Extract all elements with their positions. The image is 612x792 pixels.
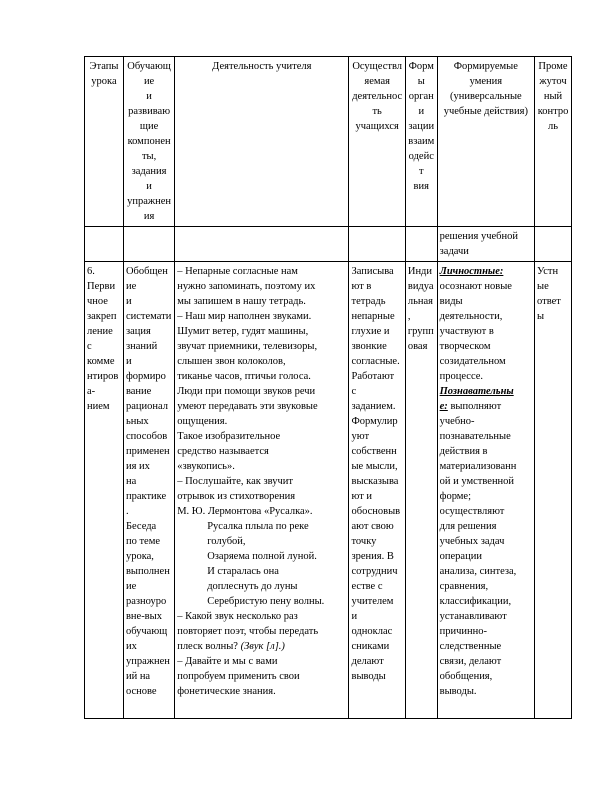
teacher-question-3 xyxy=(177,639,346,654)
header-skills-line: (универсальные xyxy=(449,91,522,102)
header-students xyxy=(349,57,405,227)
header-skills-line: Формируемые xyxy=(453,61,518,72)
header-components-line: Обучающ xyxy=(127,61,171,72)
teacher-lines-line: Люди при помощи звуков речи xyxy=(177,386,316,397)
skills-cognitive-line: форме; xyxy=(439,491,472,502)
teacher-lines-line: «звукопись». xyxy=(177,461,235,472)
cont-cell-skills-line: задачи xyxy=(439,246,469,257)
teacher-lines-line: средство называется xyxy=(177,446,269,457)
stage6-stage-line: чное xyxy=(87,296,108,307)
header-teacher xyxy=(175,57,349,227)
teacher-lines-line: слышен звон колоколов, xyxy=(177,356,286,367)
stage6-stage-line: с xyxy=(87,341,92,352)
skills-cognitive-line: для решения xyxy=(439,521,497,532)
header-forms-line: Формы xyxy=(408,61,434,87)
stage6-components-line: урока, xyxy=(125,551,154,562)
teacher-lines-line: – Непарные согласные нам xyxy=(177,266,298,277)
stage6-components-line: систематизация xyxy=(125,311,172,337)
stage6-skills xyxy=(437,262,534,719)
stage6-forms-line: видуа xyxy=(407,281,434,292)
stage6-components-line: ьных xyxy=(125,416,149,427)
cont-cell-4 xyxy=(349,227,405,262)
stage6-components-line: применения их xyxy=(125,446,170,472)
stage6-students-line: ют в xyxy=(351,281,372,292)
skills-cognitive xyxy=(440,414,532,699)
stage6-students-line: ые мысли, xyxy=(351,461,398,472)
stage6-students-line: ют и xyxy=(351,491,373,502)
stage6-students-line: обосновыв xyxy=(351,506,401,517)
stage6-students-line: Записыва xyxy=(351,266,394,277)
stage6-components-line: ие xyxy=(125,581,137,592)
stage6-row xyxy=(85,262,572,719)
stage6-components-line: основе xyxy=(125,686,157,697)
stage6-components-line: обучающ xyxy=(125,626,168,637)
skills-cognitive-heading-b: е: xyxy=(439,401,448,412)
header-control xyxy=(535,57,572,227)
header-stages-text: Этапы урока xyxy=(89,61,119,87)
stage6-students-line: с xyxy=(351,386,357,397)
skills-cognitive-line: учебных задач xyxy=(439,536,505,547)
teacher-lines-line: тиканье часов, птичьи голоса. xyxy=(177,371,311,382)
stage6-students-line: Работают xyxy=(351,371,395,382)
cont-cell-skills-line: решения учебной xyxy=(439,231,519,242)
poem-line: Русалка плыла по реке xyxy=(207,521,309,532)
skills-cognitive-line: анализа, синтеза, xyxy=(439,566,517,577)
poem xyxy=(177,519,346,609)
poem-line: Серебристую пену волны. xyxy=(207,596,325,607)
stage6-control xyxy=(535,262,572,719)
header-teacher-text: Деятельность учителя xyxy=(212,61,312,72)
cont-cell-1 xyxy=(85,227,124,262)
poem-line: Озаряема полной луной. xyxy=(207,551,317,562)
poem-line: И старалась она xyxy=(207,566,279,577)
stage6-students-line: и xyxy=(351,611,358,622)
skills-personal-line: созидательном xyxy=(439,356,506,367)
stage6-students-line: естве с xyxy=(351,581,383,592)
stage6-components-line: и xyxy=(125,356,132,367)
cont-cell-7 xyxy=(535,227,572,262)
header-components-line: компонен xyxy=(127,136,171,147)
stage6-students-line: зрения. В xyxy=(351,551,394,562)
stage6-forms-line: льная xyxy=(407,296,433,307)
stage6-students-line: учителем xyxy=(351,596,394,607)
stage6-components-line: и xyxy=(125,296,132,307)
stage6-forms-line: овая xyxy=(407,341,428,352)
stage6-forms-line: Инди xyxy=(407,266,433,277)
stage6-components-line: практике xyxy=(125,491,167,502)
skills-cognitive-line: выводы. xyxy=(439,686,477,697)
teacher-lines-line: ощущения. xyxy=(177,416,228,427)
header-components-line: задания xyxy=(131,166,167,177)
header-components-line: и xyxy=(146,91,152,102)
stage6-components-line: рационал xyxy=(125,401,168,412)
header-skills-line: умения xyxy=(469,76,503,87)
teacher-lines-line: нужно запоминать, поэтому их xyxy=(177,281,316,292)
cont-cell-skills xyxy=(437,227,534,262)
stage6-students xyxy=(349,262,405,719)
stage6-stage xyxy=(85,262,124,719)
poem-line: голубой, xyxy=(207,536,246,547)
stage6-components-line: упражнен xyxy=(125,656,170,667)
skills-personal xyxy=(440,279,532,384)
header-forms-line: органи xyxy=(408,91,434,117)
teacher-line-5: попробуем применить свои xyxy=(177,671,300,682)
stage6-stage-line: нием xyxy=(87,401,110,412)
header-components xyxy=(123,57,174,227)
skills-cognitive-line: познавательные xyxy=(439,431,511,442)
skills-cognitive-line: причинно- xyxy=(439,626,488,637)
header-students-line: деятельность xyxy=(352,91,403,117)
stage6-components-line: их xyxy=(125,641,137,652)
teacher-lines-line: М. Ю. Лермонтова «Русалка». xyxy=(177,506,313,517)
stage6-students-line: заданием. xyxy=(351,401,396,412)
teacher-question-1: – Какой звук несколько раз xyxy=(177,611,298,622)
skills-cognitive-line: материализованн xyxy=(439,461,517,472)
stage6-stage-line: закреп xyxy=(87,311,117,322)
skills-personal-line: участвуют в xyxy=(439,326,494,337)
stage6-students-line: высказыва xyxy=(351,476,399,487)
stage6-components-line: Беседа xyxy=(125,521,157,532)
cont-cell-5 xyxy=(405,227,437,262)
stage6-forms-line: , xyxy=(407,311,411,322)
stage6-components-line: вание xyxy=(125,386,152,397)
skills-cognitive-line: сравнения, xyxy=(439,581,489,592)
lesson-plan-table xyxy=(84,56,572,719)
header-components-line: развиваю xyxy=(128,106,171,117)
stage6-control-line: ответ xyxy=(537,296,561,307)
teacher-lines xyxy=(177,264,346,519)
stage6-components-line: Обобщен xyxy=(125,266,168,277)
skills-personal-line: осознают новые xyxy=(439,281,512,292)
skills-cognitive-line: ой и умственной xyxy=(439,476,515,487)
stage6-forms xyxy=(405,262,437,719)
poem-line: доплеснуть до луны xyxy=(207,581,298,592)
stage6-students-line: Формулир xyxy=(351,416,398,427)
stage6-students-line: делают xyxy=(351,656,384,667)
stage6-students-line: глухие и xyxy=(351,326,390,337)
stage6-components-line: формиро xyxy=(125,371,166,382)
stage6-students-line: собственн xyxy=(351,446,397,457)
header-forms-line: взаимодейст xyxy=(408,136,435,177)
header-components-line: щие xyxy=(139,121,159,132)
stage6-stage-line: комме xyxy=(87,356,115,367)
skills-cognitive-line: связи, делают xyxy=(439,656,502,667)
header-forms-line: зации xyxy=(408,121,435,132)
teacher-lines-line: звучат приемники, телевизоры, xyxy=(177,341,318,352)
teacher-line-6: фонетические знания. xyxy=(177,686,276,697)
header-forms-line: вия xyxy=(413,181,429,192)
skills-cognitive-line: осуществляют xyxy=(439,506,505,517)
stage6-students-line: ают свою xyxy=(351,521,394,532)
teacher-lines-line: умеют передавать эти звуковые xyxy=(177,401,318,412)
skills-cognitive-line: классификации, xyxy=(439,596,512,607)
stage6-components-line: на xyxy=(125,476,137,487)
stage6-stage-line: Перви xyxy=(87,281,116,292)
stage6-components-line: выполнен xyxy=(125,566,170,577)
stage6-components-line: знаний xyxy=(125,341,158,352)
stage6-students-line: выводы xyxy=(351,671,386,682)
header-control-line: Промежуточный xyxy=(538,61,568,102)
skills-cognitive-line: действия в xyxy=(439,446,488,457)
stage6-students-line: уют xyxy=(351,431,370,442)
stage6-control-line: Устн xyxy=(537,266,559,277)
answer-sound: (Звук [л].) xyxy=(240,641,285,652)
stage6-components-line: вне-вых xyxy=(125,611,162,622)
header-skills-line: учебные действия) xyxy=(443,106,528,117)
header-components-line: ты, xyxy=(141,151,157,162)
skills-cognitive-heading-b-line xyxy=(440,399,532,414)
teacher-question-3a: плеск волны? xyxy=(177,641,238,652)
stage6-control-line: ые xyxy=(537,281,549,292)
stage6-teacher xyxy=(175,262,349,719)
skills-personal-line: виды xyxy=(439,296,463,307)
skills-cognitive-line: учебно- xyxy=(439,416,475,427)
teacher-lines-line: мы запишем в нашу тетрадь. xyxy=(177,296,306,307)
teacher-line-4: – Давайте и мы с вами xyxy=(177,656,278,667)
skills-cognitive-line: следственные xyxy=(439,641,502,652)
stage6-students-line: сниками xyxy=(351,641,390,652)
header-stages xyxy=(85,57,124,227)
teacher-lines-line: отрывок из стихотворения xyxy=(177,491,296,502)
stage6-components xyxy=(123,262,174,719)
teacher-lines-line: – Наш мир наполнен звуками. xyxy=(177,311,312,322)
teacher-lines-line: Такое изобразительное xyxy=(177,431,281,442)
stage6-forms-line: групп xyxy=(407,326,434,337)
header-control-line: контроль xyxy=(537,106,569,132)
skills-cognitive-line: обобщения, xyxy=(439,671,493,682)
teacher-lines-line: – Послушайте, как звучит xyxy=(177,476,294,487)
skills-personal-line: деятельности, xyxy=(439,311,503,322)
stage6-stage-line: а- xyxy=(87,386,96,397)
continuation-row xyxy=(85,227,572,262)
stage6-students-line: тетрадь xyxy=(351,296,386,307)
stage6-students-line: согласные. xyxy=(351,356,400,367)
header-components-line: ие xyxy=(143,76,155,87)
header-row xyxy=(85,57,572,227)
skills-cognitive-line: устанавливают xyxy=(439,611,507,622)
stage6-components-line: способов xyxy=(125,431,168,442)
teacher-lines-line: Шумит ветер, гудят машины, xyxy=(177,326,309,337)
stage6-components-line: . xyxy=(125,506,129,517)
stage6-components-line: разноуро xyxy=(125,596,167,607)
header-forms xyxy=(405,57,437,227)
stage6-components-line: по теме xyxy=(125,536,161,547)
header-components-line: и xyxy=(146,181,152,192)
header-components-line: упражнен xyxy=(127,196,172,207)
stage6-stage-line: ление xyxy=(87,326,113,337)
teacher-question-2: повторяет поэт, чтобы передать xyxy=(177,626,319,637)
stage6-control-line: ы xyxy=(537,311,545,322)
stage6-components-line: ие xyxy=(125,281,137,292)
stage6-stage-line: нтиров xyxy=(87,371,119,382)
cont-cell-2 xyxy=(123,227,174,262)
skills-personal-line: процессе. xyxy=(439,371,484,382)
header-students-line: Осуществляемая xyxy=(352,61,402,87)
skills-personal-line: творческом xyxy=(439,341,491,352)
skills-cognitive-first: выполняют xyxy=(450,401,502,412)
stage6-students-line: сотруднич xyxy=(351,566,398,577)
stage6-students-line: звонкие xyxy=(351,341,387,352)
stage6-stage-line: 6. xyxy=(87,266,95,277)
skills-personal-heading: Личностные: xyxy=(439,266,504,277)
stage6-components-line: ий на xyxy=(125,671,151,682)
stage6-students-line: точку xyxy=(351,536,377,547)
stage6-students-line: непарные xyxy=(351,311,395,322)
stage6-students-line: одноклас xyxy=(351,626,393,637)
cont-cell-3 xyxy=(175,227,349,262)
header-components-line: ия xyxy=(143,211,155,222)
skills-cognitive-line: операции xyxy=(439,551,482,562)
header-students-line: учащихся xyxy=(355,121,399,132)
header-skills xyxy=(437,57,534,227)
skills-cognitive-heading-a: Познавательны xyxy=(439,386,514,397)
